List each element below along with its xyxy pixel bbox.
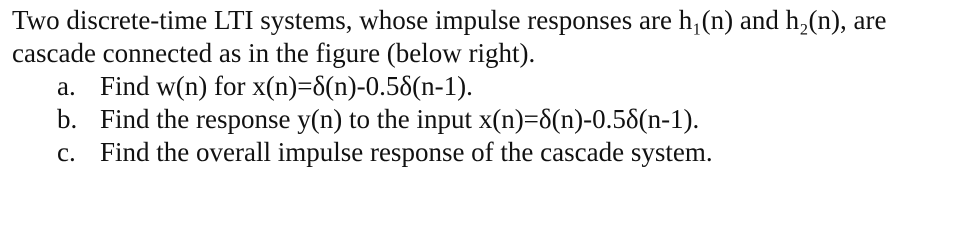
sub-question-c — [12, 136, 967, 169]
intro-line-2: cascade connected as in the figure (below right). — [12, 38, 536, 68]
sub-question-text: Find the overall impulse response of the cascade system. — [100, 137, 713, 167]
sub-question-b — [12, 103, 967, 136]
problem-statement — [12, 4, 967, 169]
sub-question-marker: c. — [57, 137, 76, 167]
sub-question-text: Find w(n) for x(n)=δ(n)-0.5δ(n-1). — [100, 71, 473, 101]
sub-question-list — [12, 70, 967, 169]
sub-question-a — [12, 70, 967, 103]
sub-question-marker: a. — [57, 71, 76, 101]
sub-question-marker: b. — [57, 104, 78, 134]
problem-intro — [12, 4, 967, 70]
intro-line-1: Two discrete-time LTI systems, whose impulse responses are h₁(n) and h₂(n), are — [12, 5, 887, 35]
sub-question-text: Find the response y(n) to the input x(n)=δ(n)-0.5δ(n-1). — [100, 104, 700, 134]
